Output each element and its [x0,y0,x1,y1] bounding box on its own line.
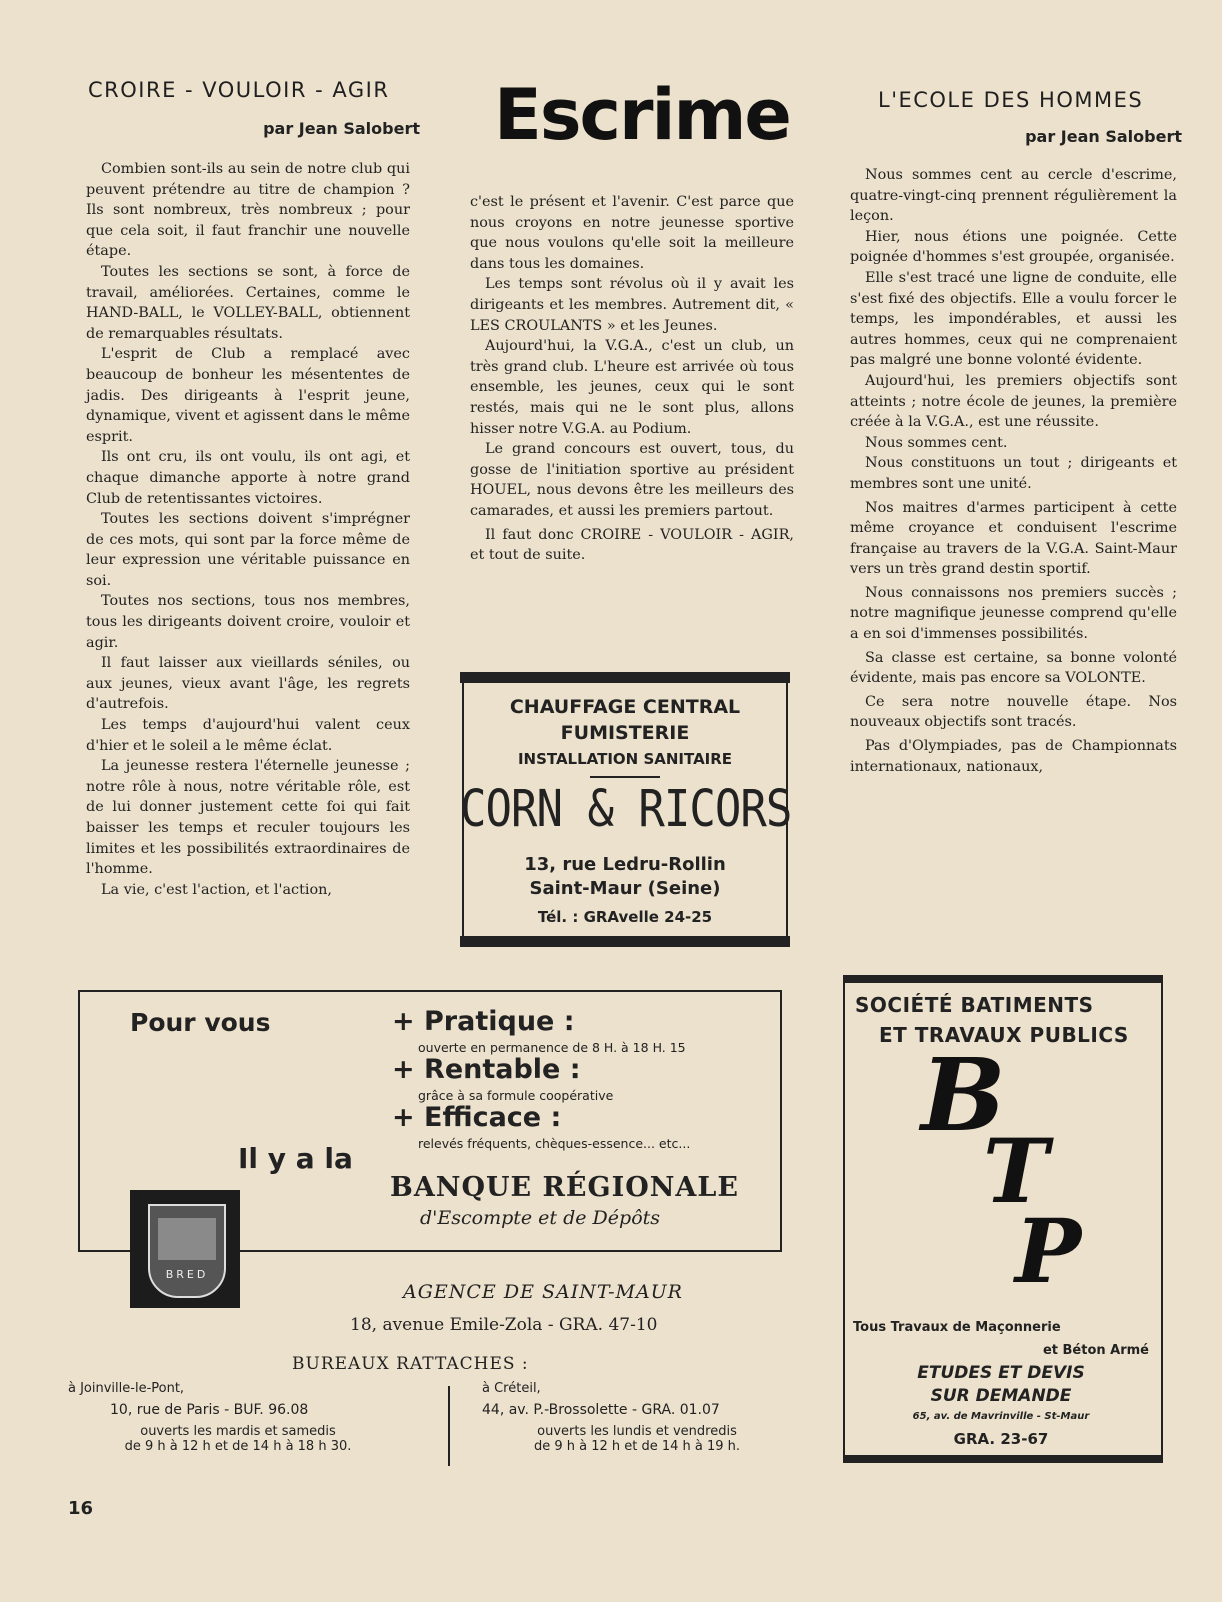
paragraph: Nous constituons un tout ; dirigeants et membres sont une unité. [850,455,1177,492]
bureau-creteil [482,1381,792,1454]
left-article-title: CROIRE - VOULOIR - AGIR [88,78,390,102]
bank-feature-3-detail: relevés fréquents, chèques-essence... etc... [418,1136,691,1151]
paragraph: c'est le présent et l'avenir. C'est parce que nous croyons en notre jeunesse sportive que nous voulons qu'elle soit la meilleure dans tous les domaines. [470,194,794,272]
page-number: 16 [68,1498,94,1519]
ad-heating-address1: 13, rue Ledru-Rollin [524,854,726,875]
right-article-body [850,165,1177,777]
paragraph: Toutes nos sections, tous nos membres, tous les dirigeants doivent croire, vouloir et agir. [86,593,410,651]
bank-subtitle: d'Escompte et de Dépôts [420,1207,661,1229]
paragraph: Il faut laisser aux vieillards séniles, ou aux jeunes, vieux avant l'âge, les regrets d'autrefois. [86,655,410,713]
bureau-right-hours2: de 9 h à 12 h et de 14 h à 19 h. [533,1439,741,1454]
bank-il-y-a-la: Il y a la [238,1142,353,1175]
bureau-joinville [68,1381,408,1454]
ad-heating-phone: Tél. : GRAvelle 24-25 [537,908,713,926]
btp-line2: ET TRAVAUX PUBLICS [879,1023,1129,1047]
btp-letter-b: B [921,1036,1006,1154]
bred-shield [148,1204,226,1298]
btp-phone: GRA. 23-67 [953,1430,1049,1448]
ad-heating-line2: FUMISTERIE [560,722,690,744]
paragraph: Nos maitres d'armes participent à cette même croyance et conduisent l'escrime française au travers de la V.G.A. Saint-Maur vers un très grand destin sportif. [850,499,1177,578]
bank-agency: AGENCE DE SAINT-MAUR [403,1281,683,1303]
paragraph: Elle s'est tracé une ligne de conduite, elle s'est fixé des objectifs. Elle a voulu forcer le temps, les impondérables, et aussi les autres hommes, ceux qui ne comprenaient pas malgré une bonne volonté évidente. [850,269,1177,369]
building-icon [158,1218,216,1260]
paragraph: Combien sont-ils au sein de notre club qui peuvent prétendre au titre de champion ? Ils sont nombreux, très nombreux ; pour que cela soit, il faut franchir une nouvelle étape. [86,161,410,260]
bureau-right-hours1: ouverts les lundis et vendredis [537,1424,737,1439]
right-article-title: L'ECOLE DES HOMMES [878,88,1144,112]
heating-advertisement [460,672,790,952]
paragraph: Ils ont cru, ils ont voulu, ils ont agi, et chaque dimanche apporte à notre grand Club de retentissantes victoires. [86,449,410,507]
bureau-left-city: à Joinville-le-Pont, [68,1381,185,1396]
paragraph: Aujourd'hui, la V.G.A., c'est un club, un très grand club. L'heure est arrivée où tous ensemble, les jeunes, ceux qui le sont restés, mais qui ne le sont plus, allons hisser notre V.G.A. au Podium. [470,338,794,437]
btp-advertisement [843,975,1163,1465]
paragraph: Nous sommes cent au cercle d'escrime, quatre-vingt-cinq prennent régulièrement la leçon. [850,167,1177,225]
bank-feature-1-detail: ouverte en permanence de 8 H. à 18 H. 15 [418,1040,686,1055]
paragraph: Hier, nous étions une poignée. Cette poignée d'hommes s'est groupée, organisée. [850,228,1177,266]
paragraph: Nous connaissons nos premiers succès ; notre magnifique jeunesse comprend qu'elle a en soi d'immenses possibilités. [850,584,1177,643]
bank-feature-2-detail: grâce à sa formule coopérative [418,1088,614,1103]
bred-logo [130,1190,240,1308]
bank-agency-address: 18, avenue Emile-Zola - GRA. 47-10 [350,1315,658,1335]
bank-feature-1-title: + Pratique : [392,1006,575,1037]
left-article-byline: par Jean Salobert [263,119,420,138]
btp-address: 65, av. de Mavrinville - St-Maur [912,1411,1090,1422]
paragraph: Nous sommes cent. [865,434,1008,451]
paragraph: Les temps sont révolus où il y avait les dirigeants et les membres. Autrement dit, « LES CROULANTS » et les Jeunes. [470,276,794,334]
right-article-byline: par Jean Salobert [1025,127,1182,146]
btp-services2: et Béton Armé [1042,1343,1149,1358]
left-article-body [86,159,410,900]
btp-line1: SOCIÉTÉ BATIMENTS [855,993,1094,1017]
bank-name: BANQUE RÉGIONALE [390,1172,739,1203]
center-article-body [470,192,794,566]
paragraph: Il faut donc CROIRE - VOULOIR - AGIR, et tout de suite. [470,526,794,564]
ad-bottom-bar [460,936,790,947]
bank-feature-3-title: + Efficace : [392,1102,562,1133]
escrime-heading: Escrime [494,74,790,156]
bureaux-divider [448,1386,450,1466]
btp-letter-p: P [1015,1199,1082,1303]
ad-heating-company: CORN & RICORS [460,780,792,839]
bank-bureaux-title: BUREAUX RATTACHES : [292,1354,529,1374]
paragraph: La vie, c'est l'action, et l'action, [101,881,333,898]
paragraph: Les temps d'aujourd'hui valent ceux d'hier et le soleil a le même éclat. [86,717,410,754]
paragraph: Aujourd'hui, les premiers objectifs sont atteints ; notre école de jeunes, la première créée à la V.G.A., est une réussite. [850,372,1177,431]
paragraph: Le grand concours est ouvert, tous, du gosse de l'initiation sportive au président HOUEL, nous devons être les meilleurs des camarades, et aussi les premiers partout. [470,441,794,519]
ad-heating-address2: Saint-Maur (Seine) [529,878,721,899]
btp-letter-t: T [983,1119,1049,1223]
paragraph: La jeunesse restera l'éternelle jeunesse ; notre rôle à nous, notre véritable rôle, est de lui donner justement cette foi qui fait baisser les temps et reculer toujours les limites et les possibilités extraordinaires de l'homme. [86,758,410,878]
bureau-left-hours2: de 9 h à 12 h et de 14 h à 18 h 30. [124,1439,352,1454]
btp-etudes2: SUR DEMANDE [930,1386,1072,1406]
ad-heating-line3: INSTALLATION SANITAIRE [517,750,733,768]
bank-feature-2-title: + Rentable : [392,1054,581,1085]
bureau-left-hours1: ouverts les mardis et samedis [140,1424,336,1439]
btp-bottom-bar [843,1455,1163,1463]
paragraph: L'esprit de Club a remplacé avec beaucoup de bonheur les mésententes de jadis. Des dirigeants à l'esprit jeune, dynamique, vivent et agissent dans le même esprit. [86,346,410,445]
btp-etudes1: ETUDES ET DEVIS [917,1363,1085,1383]
paragraph: Ce sera notre nouvelle étape. Nos nouveaux objectifs sont tracés. [850,693,1177,731]
bank-pour-vous: Pour vous [130,1008,271,1037]
ad-heating-rule [590,776,660,778]
paragraph: Sa classe est certaine, sa bonne volonté évidente, mais pas encore sa VOLONTE. [850,649,1177,687]
bureau-right-address: 44, av. P.-Brossolette - GRA. 01.07 [482,1402,720,1418]
paragraph: Pas d'Olympiades, pas de Championnats internationaux, nationaux, [850,738,1177,775]
paragraph: Toutes les sections se sont, à force de travail, améliorées. Certaines, comme le HAND-BALL, le VOLLEY-BALL, obtiennent de remarquables résultats. [86,263,410,342]
ad-heating-line1: CHAUFFAGE CENTRAL [509,696,741,718]
bred-logo-text: BRED [165,1268,209,1281]
paragraph: Toutes les sections doivent s'imprégner de ces mots, qui sont par la force même de leur expression une véritable puissance en soi. [86,511,410,589]
bureau-left-address: 10, rue de Paris - BUF. 96.08 [110,1402,309,1418]
btp-services1: Tous Travaux de Maçonnerie [853,1320,1061,1335]
bureau-right-city: à Créteil, [482,1381,541,1396]
